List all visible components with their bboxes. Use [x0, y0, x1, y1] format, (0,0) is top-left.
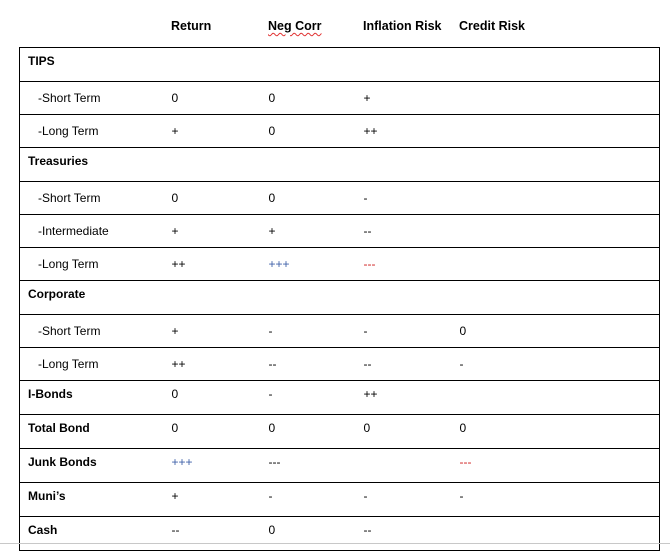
- inflation-risk-cell: ++: [364, 381, 460, 415]
- neg-corr-cell: +: [269, 215, 364, 248]
- neg-corr-cell: -: [269, 483, 364, 517]
- table-row: [20, 315, 660, 348]
- row-label: -Intermediate: [20, 215, 172, 248]
- return-cell: ++: [172, 248, 269, 281]
- credit-risk-cell: -: [460, 483, 660, 517]
- credit-risk-cell: [460, 115, 660, 148]
- return-cell: +: [172, 483, 269, 517]
- inflation-risk-cell: ---: [364, 248, 460, 281]
- return-cell: +: [172, 115, 269, 148]
- return-cell: 0: [172, 381, 269, 415]
- row-label: -Short Term: [20, 82, 172, 115]
- return-cell: ++: [172, 348, 269, 381]
- table-row: [20, 415, 660, 449]
- inflation-risk-cell: [364, 281, 460, 315]
- neg-corr-cell: 0: [269, 415, 364, 449]
- row-label: -Long Term: [20, 115, 172, 148]
- return-cell: --: [172, 517, 269, 551]
- neg-corr-cell: ---: [269, 449, 364, 483]
- header-credit-risk: Credit Risk: [459, 19, 525, 33]
- row-label: Cash: [20, 517, 172, 551]
- neg-corr-cell: [269, 48, 364, 82]
- table-row: [20, 215, 660, 248]
- row-label: -Short Term: [20, 315, 172, 348]
- inflation-risk-cell: -: [364, 483, 460, 517]
- neg-corr-cell: -: [269, 315, 364, 348]
- credit-risk-cell: [460, 281, 660, 315]
- credit-risk-cell: [460, 215, 660, 248]
- row-label: -Short Term: [20, 182, 172, 215]
- neg-corr-cell: 0: [269, 82, 364, 115]
- credit-risk-cell: [460, 381, 660, 415]
- inflation-risk-cell: +: [364, 82, 460, 115]
- table-row: [20, 148, 660, 182]
- inflation-risk-cell: --: [364, 215, 460, 248]
- table-row: [20, 248, 660, 281]
- table-row: [20, 517, 660, 551]
- credit-risk-cell: ---: [460, 449, 660, 483]
- neg-corr-cell: 0: [269, 182, 364, 215]
- header-return: Return: [171, 19, 212, 33]
- row-label: I-Bonds: [20, 381, 172, 415]
- table-row: [20, 483, 660, 517]
- neg-corr-cell: 0: [269, 115, 364, 148]
- credit-risk-cell: -: [460, 348, 660, 381]
- table-row: [20, 348, 660, 381]
- table-row: [20, 82, 660, 115]
- return-cell: +: [172, 215, 269, 248]
- return-cell: 0: [172, 415, 269, 449]
- column-header-row: [0, 19, 670, 35]
- return-cell: +: [172, 315, 269, 348]
- row-label: -Long Term: [20, 348, 172, 381]
- neg-corr-cell: -: [269, 381, 364, 415]
- neg-corr-cell: 0: [269, 517, 364, 551]
- inflation-risk-cell: ++: [364, 115, 460, 148]
- credit-risk-cell: [460, 182, 660, 215]
- bond-risk-table: [19, 47, 660, 551]
- table-row: [20, 449, 660, 483]
- inflation-risk-cell: -: [364, 315, 460, 348]
- row-label: Muni’s: [20, 483, 172, 517]
- return-cell: [172, 281, 269, 315]
- row-label: Corporate: [20, 281, 172, 315]
- table-row: [20, 182, 660, 215]
- table-row: [20, 381, 660, 415]
- return-cell: [172, 48, 269, 82]
- return-cell: 0: [172, 82, 269, 115]
- return-cell: 0: [172, 182, 269, 215]
- inflation-risk-cell: -: [364, 182, 460, 215]
- inflation-risk-cell: [364, 148, 460, 182]
- row-label: TIPS: [20, 48, 172, 82]
- neg-corr-cell: --: [269, 348, 364, 381]
- inflation-risk-cell: 0: [364, 415, 460, 449]
- header-inflation-risk: Inflation Risk: [363, 19, 442, 33]
- page-edge-divider: [0, 543, 670, 544]
- credit-risk-cell: [460, 82, 660, 115]
- return-cell: +++: [172, 449, 269, 483]
- neg-corr-cell: [269, 148, 364, 182]
- header-neg-corr: Neg Corr: [268, 19, 322, 33]
- inflation-risk-cell: [364, 48, 460, 82]
- row-label: Treasuries: [20, 148, 172, 182]
- table-row: [20, 281, 660, 315]
- inflation-risk-cell: [364, 449, 460, 483]
- credit-risk-cell: [460, 48, 660, 82]
- neg-corr-cell: +++: [269, 248, 364, 281]
- row-label: -Long Term: [20, 248, 172, 281]
- return-cell: [172, 148, 269, 182]
- inflation-risk-cell: --: [364, 517, 460, 551]
- credit-risk-cell: [460, 517, 660, 551]
- row-label: Junk Bonds: [20, 449, 172, 483]
- row-label: Total Bond: [20, 415, 172, 449]
- credit-risk-cell: [460, 248, 660, 281]
- credit-risk-cell: [460, 148, 660, 182]
- table-row: [20, 115, 660, 148]
- table-row: [20, 48, 660, 82]
- inflation-risk-cell: --: [364, 348, 460, 381]
- neg-corr-cell: [269, 281, 364, 315]
- credit-risk-cell: 0: [460, 415, 660, 449]
- credit-risk-cell: 0: [460, 315, 660, 348]
